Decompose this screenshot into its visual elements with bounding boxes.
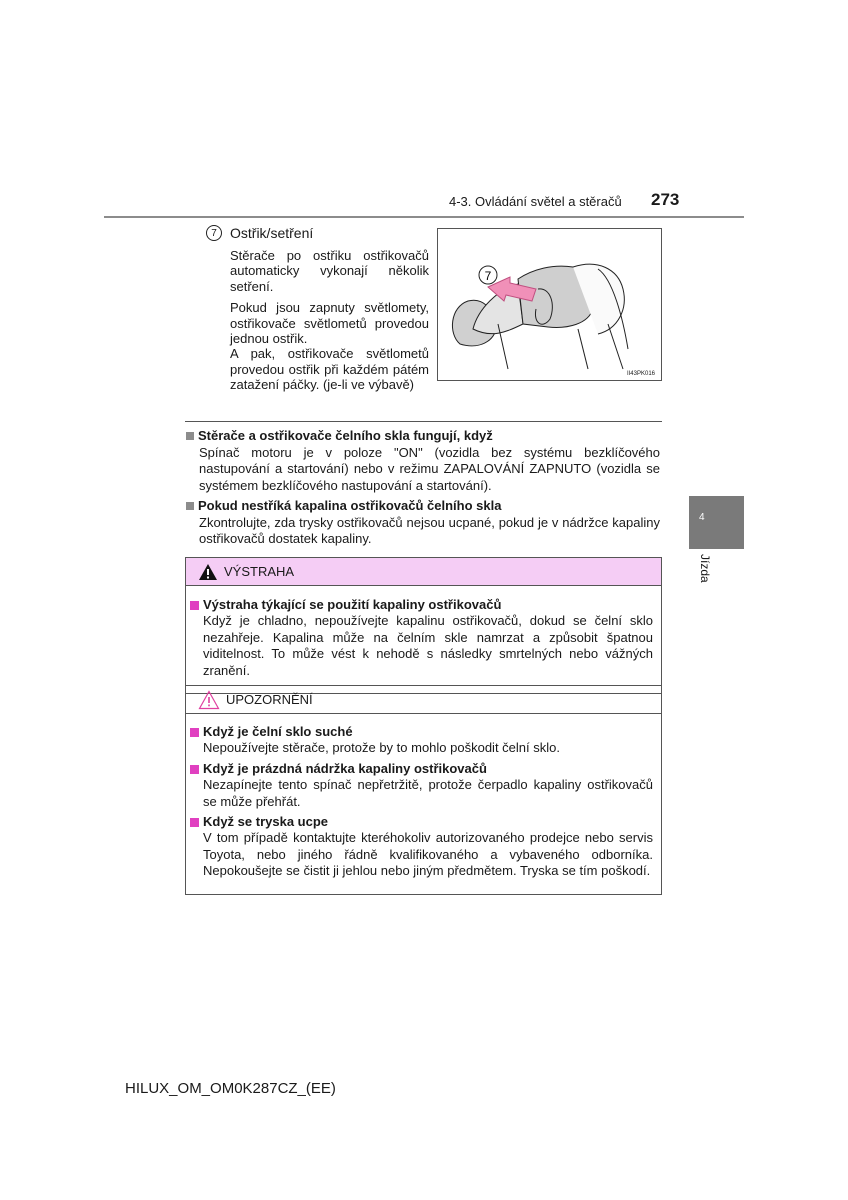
warning-label: VÝSTRAHA xyxy=(224,564,295,579)
warning-header xyxy=(186,558,661,586)
page-number: 273 xyxy=(651,190,680,209)
caution-item-title xyxy=(190,724,653,740)
callout-number: 7 xyxy=(484,269,492,283)
bullet-square-icon xyxy=(190,818,199,827)
figure-caption: II43PK016 xyxy=(626,371,655,377)
caution-label: UPOZORNĚNÍ xyxy=(226,692,313,707)
warning-item-title xyxy=(190,597,653,613)
caution-item-text: V tom případě kontaktujte kteréhokoliv autorizovaného prodejce nebo servis Toyota, nebo jiného řádně kvalifikovaného a vybaveného odborníka. Nepokoušejte se čistit ji jehlou nebo jiným předmětem. Tryska se tím poškodí. xyxy=(203,830,653,879)
chapter-number: 4 xyxy=(699,512,705,523)
warning-box xyxy=(185,557,662,694)
caution-item-title xyxy=(190,814,653,830)
bullet-square-icon xyxy=(186,432,194,440)
item-paragraph: A pak, ostřikovače světlometů provedou ostřik při každém pátém zatažení páčky. (je-li ve výbavě) xyxy=(230,346,429,393)
caution-header xyxy=(186,686,661,714)
note-title-text: Stěrače a ostřikovače čelního skla fungují, když xyxy=(198,428,493,443)
header-rule xyxy=(104,216,744,218)
note-block xyxy=(186,498,660,548)
item-heading xyxy=(206,225,313,241)
bullet-square-icon xyxy=(190,601,199,610)
wiper-lever-illustration xyxy=(437,228,662,381)
note-text: Zkontrolujte, zda trysky ostřikovačů nejsou ucpané, pokud je v nádržce kapaliny ostřikovačů dostatek kapaliny. xyxy=(199,514,660,546)
note-block xyxy=(186,428,660,494)
note-text: Spínač motoru je v poloze "ON" (vozidla bez systému bezklíčového nastupování a startování) nebo v režimu ZAPALOVÁNÍ ZAPNUTO (vozidla se systémem bezklíčového nastupování a startování). xyxy=(199,444,660,493)
bullet-square-icon xyxy=(190,728,199,737)
caution-triangle-icon xyxy=(198,690,220,710)
note-title xyxy=(186,498,660,515)
item-paragraph: Pokud jsou zapnuty světlomety, ostřikovače světlometů provedou jednou ostřik. xyxy=(230,300,429,347)
caution-box xyxy=(185,685,662,895)
bullet-square-icon xyxy=(186,502,194,510)
item-title: Ostřik/setření xyxy=(230,225,314,241)
section-divider xyxy=(185,421,662,422)
item-paragraph: Stěrače po ostřiku ostřikovačů automaticky vykonají několik setření. xyxy=(230,248,429,294)
caution-item-text: Nezapínejte tento spínač nepřetržitě, protože čerpadlo kapaliny ostřikovačů se může přehřát. xyxy=(203,777,653,809)
warning-item-text: Když je chladno, nepoužívejte kapalinu ostřikovačů, dokud se čelní sklo nezahřeje. Kapalina může na čelním skle namrzat a způsobit špatnou viditelnost. To může vést k nehodě s následky smrtelných nebo vážných zranění. xyxy=(203,613,653,678)
caution-item-title-text: Když je čelní sklo suché xyxy=(203,724,353,739)
warning-body xyxy=(186,586,661,693)
note-title xyxy=(186,428,660,445)
item-number-badge: 7 xyxy=(206,225,222,241)
chapter-tab xyxy=(689,496,744,549)
item-description xyxy=(230,248,429,399)
caution-item-title xyxy=(190,761,653,777)
caution-item xyxy=(190,761,653,810)
section-title: 4-3. Ovládání světel a stěračů xyxy=(449,194,622,209)
warning-item xyxy=(190,597,653,679)
warning-triangle-icon xyxy=(198,563,218,581)
caution-item xyxy=(190,814,653,880)
document-code: HILUX_OM_OM0K287CZ_(EE) xyxy=(125,1080,336,1097)
caution-item-title-text: Když se tryska ucpe xyxy=(203,814,329,830)
caution-body xyxy=(186,714,661,894)
caution-item xyxy=(190,724,653,757)
lever-drawing xyxy=(438,229,661,380)
chapter-label: Jízda xyxy=(698,554,712,583)
warning-item-title-text: Výstraha týkající se použití kapaliny ostřikovačů xyxy=(203,597,502,612)
note-title-text: Pokud nestříká kapalina ostřikovačů čelního skla xyxy=(198,498,502,513)
bullet-square-icon xyxy=(190,765,199,774)
caution-item-text: Nepoužívejte stěrače, protože by to mohlo poškodit čelní sklo. xyxy=(203,740,560,756)
caution-item-title-text: Když je prázdná nádržka kapaliny ostřikovačů xyxy=(203,760,487,776)
